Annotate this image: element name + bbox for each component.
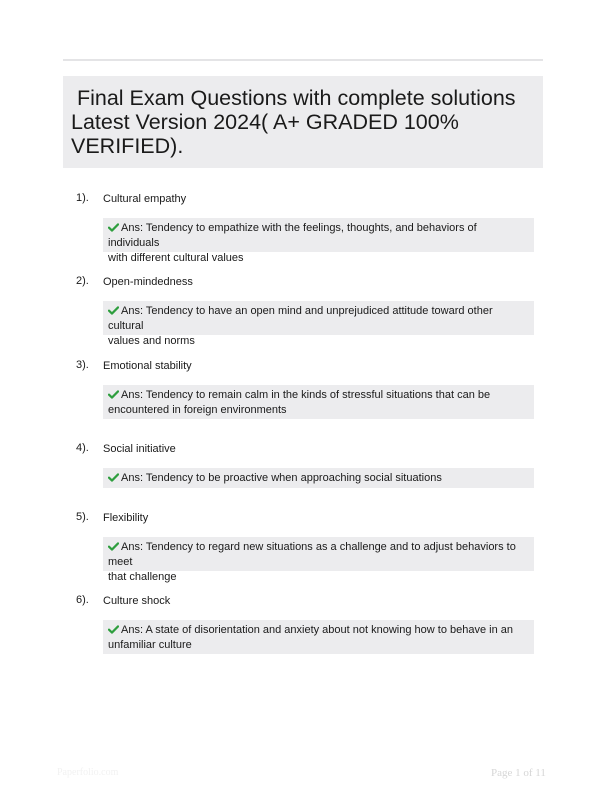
check-icon [108, 306, 119, 315]
question-term: Emotional stability [103, 360, 192, 372]
answer-line: Ans: Tendency to empathize with the feelings, thoughts, and behaviors of individuals [108, 222, 477, 249]
answer-box [103, 301, 534, 347]
question-term: Flexibility [103, 512, 149, 524]
answer-line: Ans: Tendency to be proactive when approaching social situations [121, 472, 442, 484]
question-term: Open-mindedness [103, 276, 193, 288]
question-term: Social initiative [103, 443, 176, 455]
answer-line: that challenge [108, 571, 177, 583]
answer-box [103, 620, 534, 654]
title-line-1: Final Exam Questions with complete solutions [71, 86, 516, 110]
question-number: 6). [76, 594, 89, 606]
page-indicator: Page 1 of 11 [491, 767, 546, 779]
question-term: Culture shock [103, 595, 171, 607]
answer-line: unfamiliar culture [108, 639, 192, 651]
question-number: 5). [76, 511, 89, 523]
check-icon [108, 473, 119, 482]
question-number: 2). [76, 275, 89, 287]
title-banner [63, 76, 543, 168]
title-line-3: VERIFIED). [71, 134, 184, 158]
page-title [71, 86, 533, 158]
check-icon [108, 542, 119, 551]
title-line-2: Latest Version 2024( A+ GRADED 100% [71, 110, 459, 134]
answer-line: with different cultural values [108, 252, 244, 264]
check-icon [108, 390, 119, 399]
answer-line: Ans: Tendency to remain calm in the kinds of stressful situations that can be [121, 389, 491, 401]
answer-line: Ans: Tendency to regard new situations as a challenge and to adjust behaviors to meet [108, 541, 516, 568]
answer-box [103, 218, 534, 264]
footer-watermark: Paperfolio.com [57, 767, 119, 778]
answer-line: Ans: A state of disorientation and anxiety about not knowing how to behave in an [121, 624, 513, 636]
answer-line: encountered in foreign environments [108, 404, 287, 416]
answer-line: Ans: Tendency to have an open mind and unprejudiced attitude toward other cultural [108, 305, 493, 332]
answer-box [103, 385, 534, 419]
check-icon [108, 223, 119, 232]
question-number: 1). [76, 192, 89, 204]
header-divider [63, 59, 543, 61]
check-icon [108, 625, 119, 634]
question-number: 3). [76, 359, 89, 371]
answer-box [103, 537, 534, 583]
answer-box [103, 468, 534, 488]
answer-line: values and norms [108, 335, 195, 347]
question-term: Cultural empathy [103, 193, 187, 205]
question-number: 4). [76, 442, 89, 454]
